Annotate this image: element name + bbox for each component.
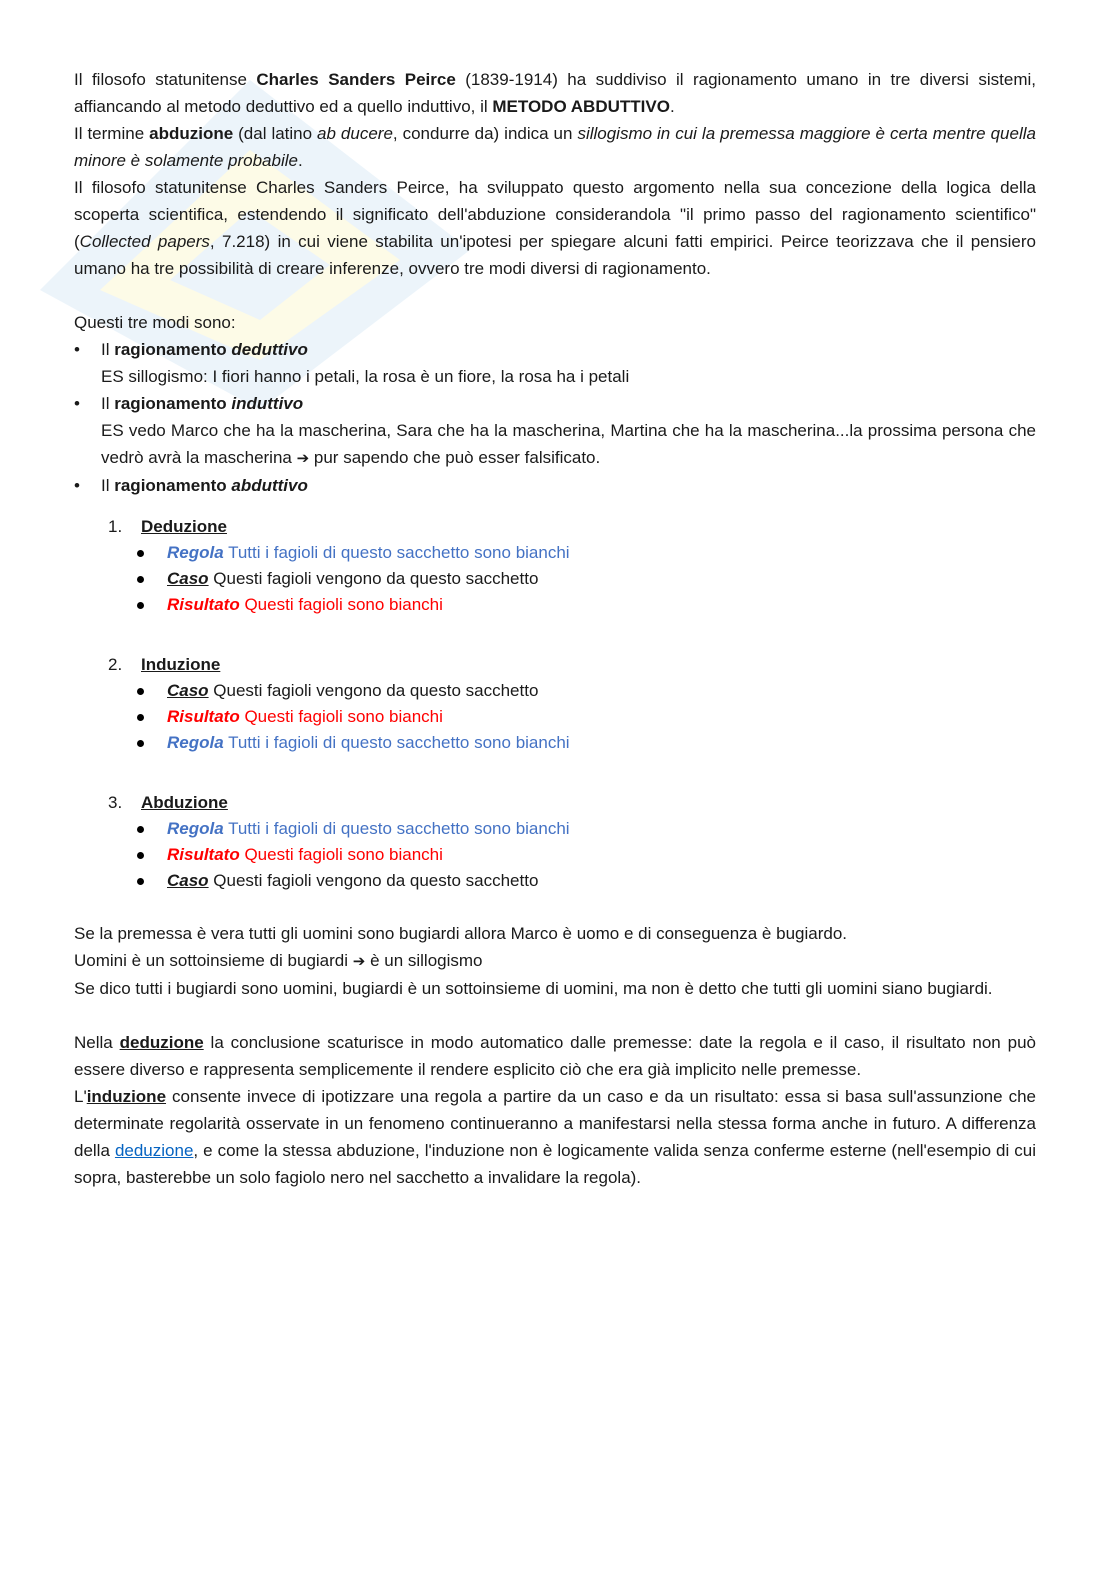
item-risultato: Risultato Questi fagioli sono bianchi <box>167 592 1036 618</box>
mode-example: ES sillogismo: I fiori hanno i petali, la rosa è un fiore, la rosa ha i petali <box>101 367 630 386</box>
bullet-icon <box>137 576 144 583</box>
section-number: 2. <box>108 655 123 674</box>
mode-item-induttivo: • Il ragionamento induttivo ES vedo Marco che ha la mascherina, Sara che ha la mascherina, Martina che ha la mascherina...la prossima persona che vedrò avrà la mascherina ➔ pur sapendo che può esser falsificato. <box>74 390 1036 472</box>
arrow-right-icon: ➔ <box>352 952 366 970</box>
item-regola: Regola Tutti i fagioli di questo sacchetto sono bianchi <box>167 730 1036 756</box>
section-number: 1. <box>108 517 123 536</box>
bullet-icon: • <box>74 340 80 359</box>
section-title: Abduzione <box>141 793 228 812</box>
items-deduzione <box>167 540 1036 618</box>
bullet-icon <box>137 826 144 833</box>
modes-heading: Questi tre modi sono: <box>74 313 236 332</box>
section-title: Deduzione <box>141 517 227 536</box>
section-deduzione <box>74 513 1036 540</box>
mode-item-abduttivo: • Il ragionamento abduttivo <box>74 472 1036 499</box>
bullet-icon <box>137 550 144 557</box>
section-induzione <box>74 651 1036 678</box>
bullet-icon <box>137 740 144 747</box>
mode-example: ES vedo Marco che ha la mascherina, Sara che ha la mascherina, Martina che ha la mascherina...la prossima persona che vedrò avrà la mascherina ➔ pur sapendo che può esser falsificato. <box>101 421 1036 467</box>
bullet-icon <box>137 688 144 695</box>
item-caso: Caso Questi fagioli vengono da questo sacchetto <box>167 678 1036 704</box>
bullet-icon <box>137 714 144 721</box>
item-caso: Caso Questi fagioli vengono da questo sacchetto <box>167 566 1036 592</box>
bullet-icon <box>137 878 144 885</box>
section-number: 3. <box>108 793 123 812</box>
item-regola: Regola Tutti i fagioli di questo sacchetto sono bianchi <box>167 540 1036 566</box>
item-regola: Regola Tutti i fagioli di questo sacchetto sono bianchi <box>167 816 1036 842</box>
arrow-right-icon: ➔ <box>296 449 310 467</box>
deduzione-link[interactable]: deduzione <box>114 1141 194 1160</box>
item-risultato: Risultato Questi fagioli sono bianchi <box>167 842 1036 868</box>
items-abduzione <box>167 816 1036 894</box>
closing-paragraph-1: Nella deduzione la conclusione scaturisce in modo automatico dalle premesse: date la regola e il caso, il risultato non può essere diverso e rappresenta semplicemente il rendere esplicito ciò che era già implicito nelle premesse. <box>74 1033 1036 1079</box>
bullet-icon: • <box>74 476 80 495</box>
section-title: Induzione <box>141 655 221 674</box>
closing-paragraph-2: L'induzione consente invece di ipotizzare una regola a partire da un caso e da un risultato: essa si basa sull'assunzione che determinate regolarità osservate in un fenomeno continueranno a manifestarsi nella stessa forma anche in futuro. A differenza della deduzione, e come la stessa abduzione, l'induzione non è logicamente valida senza conferme esterne (nell'esempio di cui sopra, basterebbe un solo fagiolo nero nel sacchetto a invalidare la regola). <box>74 1087 1037 1187</box>
bullet-icon: • <box>74 394 80 413</box>
document-page <box>74 66 1036 1191</box>
syllogism-line-2: Uomini è un sottoinsieme di bugiardi ➔ è un sillogismo <box>74 951 483 970</box>
bullet-icon <box>137 602 144 609</box>
section-abduzione <box>74 789 1036 816</box>
bullet-icon <box>137 852 144 859</box>
syllogism-line-1: Se la premessa è vera tutti gli uomini sono bugiardi allora Marco è uomo e di conseguenza è bugiardo. <box>74 924 848 943</box>
item-risultato: Risultato Questi fagioli sono bianchi <box>167 704 1036 730</box>
intro-paragraph-1: Il filosofo statunitense Charles Sanders Peirce (1839-1914) ha suddiviso il ragionamento umano in tre diversi sistemi, affiancando al metodo deduttivo ed a quello induttivo, il METODO ABDUTTIVO. <box>74 70 1036 116</box>
intro-paragraph-2: Il termine abduzione (dal latino ab ducere, condurre da) indica un sillogismo in cui la premessa maggiore è certa mentre quella minore è solamente probabile. <box>74 124 1036 170</box>
items-induzione <box>167 678 1036 756</box>
syllogism-line-3: Se dico tutti i bugiardi sono uomini, bugiardi è un sottoinsieme di uomini, ma non è detto che tutti gli uomini siano bugiardi. <box>74 979 993 998</box>
mode-item-deduttivo: • Il ragionamento deduttivo ES sillogismo: I fiori hanno i petali, la rosa è un fiore, la rosa ha i petali <box>74 336 1036 390</box>
intro-paragraph-3: Il filosofo statunitense Charles Sanders Peirce, ha sviluppato questo argomento nella sua concezione della logica della scoperta scientifica, estendendo il significato dell'abduzione considerandola "il primo passo del ragionamento scientifico" (Collected papers, 7.218) in cui viene stabilita un'ipotesi per spiegare alcuni fatti empirici. Peirce teorizzava che il pensiero umano ha tre possibilità di creare inferenze, ovvero tre modi diversi di ragionamento. <box>74 178 1037 278</box>
item-caso: Caso Questi fagioli vengono da questo sacchetto <box>167 868 1036 894</box>
